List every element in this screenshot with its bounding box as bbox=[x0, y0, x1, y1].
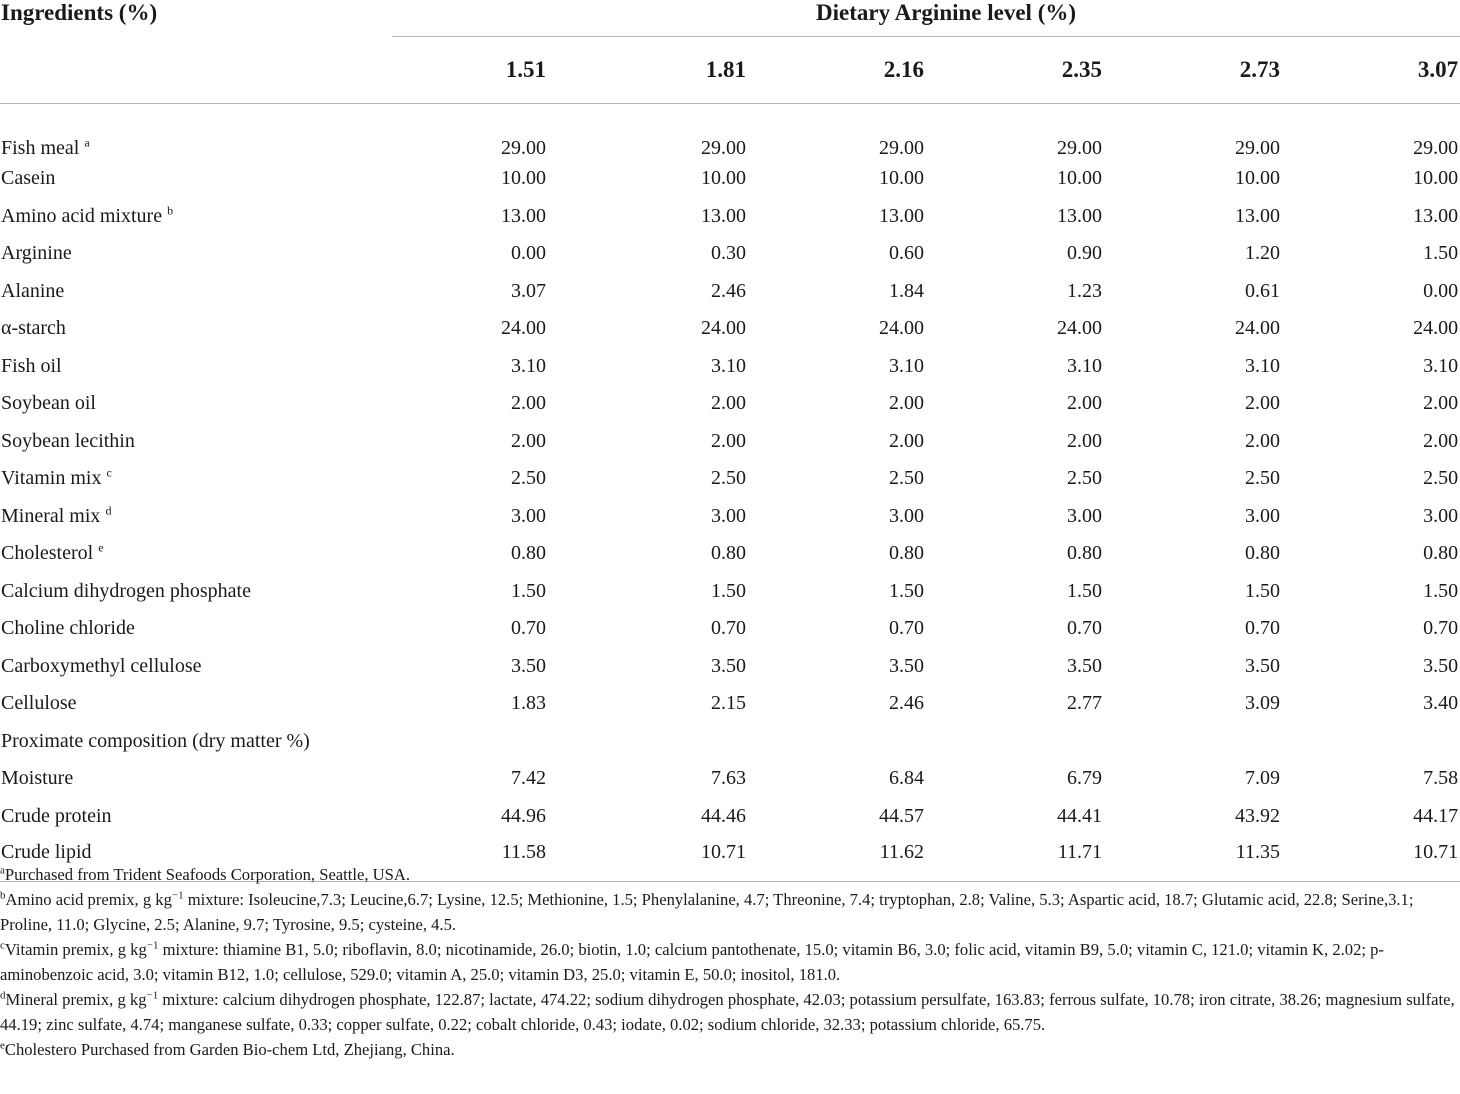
value-cell: 1.50 bbox=[711, 579, 746, 602]
header-row-group bbox=[0, 0, 1460, 37]
footnote-text: Purchased from Trident Seafoods Corporation, Seattle, USA. bbox=[4, 865, 411, 884]
value-cell: 2.50 bbox=[889, 467, 924, 490]
footnote-letter: e bbox=[0, 1039, 5, 1052]
value-cell: 0.70 bbox=[1067, 617, 1102, 640]
level-header: 1.51 bbox=[392, 37, 570, 104]
footnote-letter: d bbox=[0, 989, 6, 1002]
unit-exponent: −1 bbox=[146, 939, 159, 952]
ingredient-label: Cholesterol bbox=[1, 542, 94, 565]
value-cell: 0.30 bbox=[711, 242, 746, 265]
value-cell: 1.50 bbox=[1067, 579, 1102, 602]
table-row bbox=[0, 273, 1460, 311]
value-cell: 0.70 bbox=[889, 617, 924, 640]
value-cell bbox=[392, 723, 570, 761]
footnote-letter: a bbox=[0, 864, 5, 877]
value-cell: 43.92 bbox=[1235, 804, 1280, 827]
footnote-text: mixture: thiamine B1, 5.0; riboflavin, 8.0; nicotinamide, 26.0; biotin, 1.0; calcium pantothenate, 15.0; vitamin B6, 3.0; folic acid, vitamin B9, 5.0; vitamin C, 121.0; vitamin K, 2.02; p-aminobenzoic acid, 3.0; vitamin B12, 1.0; cellulose, 529.0; vitamin A, 25.0; vitamin D3, 25.0; vitamin E, 50.0; inositol, 181.0. bbox=[0, 940, 1384, 984]
ingredient-label: α-starch bbox=[1, 317, 66, 340]
footnote-mark: a bbox=[84, 135, 90, 150]
ingredient-label: Cellulose bbox=[1, 692, 77, 715]
value-cell: 0.80 bbox=[1245, 542, 1280, 565]
ingredient-name bbox=[0, 648, 392, 686]
value-cell: 44.96 bbox=[501, 804, 546, 827]
value-cell: 7.58 bbox=[1423, 767, 1459, 790]
value-cell: 24.00 bbox=[1235, 317, 1280, 340]
table-row bbox=[0, 610, 1460, 648]
ingredient-label: Crude protein bbox=[1, 804, 112, 827]
value-cell: 11.62 bbox=[748, 835, 926, 882]
value-cell: 44.17 bbox=[1413, 804, 1459, 827]
value-cell: 13.00 bbox=[1413, 204, 1459, 227]
table-row bbox=[0, 535, 1460, 573]
value-cell: 1.50 bbox=[1423, 242, 1459, 265]
ingredient-name bbox=[0, 798, 392, 836]
value-cell: 10.71 bbox=[570, 835, 748, 882]
value-cell: 2.50 bbox=[511, 467, 546, 490]
footnote-text: mixture: calcium dihydrogen phosphate, 122.87; lactate, 474.22; sodium dihydrogen phosphate, 42.03; potassium persulfate, 163.83; ferrous sulfate, 10.78; iron citrate, 38.26; magnesium sulfate, 44.19; zinc sulfate, 4.74; manganese sulfate, 0.33; copper sulfate, 0.22; cobalt chloride, 0.43; iodate, 0.02; sodium chloride, 32.33; potassium chloride, 65.75. bbox=[0, 990, 1455, 1034]
value-cell: 6.84 bbox=[889, 767, 924, 790]
value-cell: 0.70 bbox=[1423, 617, 1459, 640]
value-cell: 29.00 bbox=[701, 137, 746, 159]
value-cell: 0.80 bbox=[889, 542, 924, 565]
value-cell: 11.58 bbox=[392, 835, 570, 882]
table-row bbox=[0, 104, 1460, 161]
footnote bbox=[0, 862, 1458, 887]
value-cell: 2.50 bbox=[1423, 467, 1459, 490]
value-cell: 1.50 bbox=[889, 579, 924, 602]
value-cell: 2.46 bbox=[711, 279, 746, 302]
value-cell: 2.46 bbox=[889, 692, 924, 715]
table-row bbox=[0, 460, 1460, 498]
ingredient-name bbox=[0, 723, 392, 761]
table-row bbox=[0, 685, 1460, 723]
value-cell: 2.00 bbox=[711, 392, 746, 415]
ingredient-name bbox=[0, 610, 392, 648]
value-cell: 3.10 bbox=[1245, 354, 1280, 377]
value-cell: 0.80 bbox=[1423, 542, 1459, 565]
level-header: 2.35 bbox=[926, 37, 1104, 104]
value-cell: 29.00 bbox=[1235, 137, 1280, 159]
value-cell: 3.50 bbox=[1423, 654, 1459, 677]
value-cell: 13.00 bbox=[1057, 204, 1102, 227]
footnote bbox=[0, 1037, 1458, 1062]
value-cell: 1.50 bbox=[1423, 579, 1459, 602]
value-cell: 3.00 bbox=[889, 504, 924, 527]
value-cell: 3.00 bbox=[1067, 504, 1102, 527]
level-header: 2.16 bbox=[748, 37, 926, 104]
value-cell: 3.50 bbox=[711, 654, 746, 677]
footnote-prefix: Vitamin premix, g kg bbox=[4, 940, 147, 959]
value-cell: 3.10 bbox=[889, 354, 924, 377]
ingredient-name bbox=[0, 685, 392, 723]
value-cell: 2.00 bbox=[511, 429, 546, 452]
ingredient-name bbox=[0, 198, 392, 236]
value-cell: 2.00 bbox=[1067, 392, 1102, 415]
value-cell: 2.00 bbox=[1423, 392, 1459, 415]
table-row bbox=[0, 723, 1460, 761]
value-cell: 2.15 bbox=[711, 692, 746, 715]
ingredient-name bbox=[0, 235, 392, 273]
value-cell: 2.00 bbox=[1245, 392, 1280, 415]
value-cell: 1.50 bbox=[1245, 579, 1280, 602]
value-cell: 0.70 bbox=[1245, 617, 1280, 640]
value-cell: 2.00 bbox=[1245, 429, 1280, 452]
table-row bbox=[0, 160, 1460, 198]
value-cell: 2.00 bbox=[711, 429, 746, 452]
ingredient-label: Soybean oil bbox=[1, 392, 96, 415]
value-cell: 0.80 bbox=[511, 542, 546, 565]
ingredient-name bbox=[0, 535, 392, 573]
value-cell bbox=[926, 723, 1104, 761]
table-row bbox=[0, 573, 1460, 611]
value-cell: 3.40 bbox=[1423, 692, 1459, 715]
ingredient-label: Proximate composition (dry matter %) bbox=[1, 729, 310, 752]
ingredient-label: Carboxymethyl cellulose bbox=[1, 654, 202, 677]
value-cell: 0.70 bbox=[511, 617, 546, 640]
footnote bbox=[0, 887, 1458, 937]
value-cell: 10.00 bbox=[1235, 167, 1280, 190]
level-header: 1.81 bbox=[570, 37, 748, 104]
level-header: 3.07 bbox=[1282, 37, 1460, 104]
value-cell: 24.00 bbox=[879, 317, 924, 340]
ingredient-name bbox=[0, 273, 392, 311]
value-cell: 2.50 bbox=[1245, 467, 1280, 490]
ingredient-name bbox=[0, 498, 392, 536]
footnote-letter: b bbox=[0, 889, 6, 902]
value-cell: 2.77 bbox=[1067, 692, 1102, 715]
table-footnotes bbox=[0, 862, 1458, 1062]
value-cell: 2.50 bbox=[711, 467, 746, 490]
value-cell: 0.61 bbox=[1245, 279, 1280, 302]
table-row bbox=[0, 423, 1460, 461]
ingredient-label: Arginine bbox=[1, 242, 72, 265]
ingredient-label: Fish oil bbox=[1, 354, 62, 377]
table-row bbox=[0, 198, 1460, 236]
value-cell: 3.00 bbox=[511, 504, 546, 527]
value-cell: 7.63 bbox=[711, 767, 746, 790]
footnote-text: Cholestero Purchased from Garden Bio-chem Ltd, Zhejiang, China. bbox=[4, 1040, 455, 1059]
value-cell: 0.00 bbox=[511, 242, 546, 265]
ingredient-label: Alanine bbox=[1, 279, 65, 302]
value-cell: 1.23 bbox=[1067, 279, 1102, 302]
ingredient-label: Fish meal bbox=[1, 137, 80, 159]
value-cell: 44.41 bbox=[1057, 804, 1102, 827]
value-cell: 10.00 bbox=[1413, 167, 1459, 190]
level-header: 2.73 bbox=[1104, 37, 1282, 104]
ingredient-label: Vitamin mix bbox=[1, 467, 102, 490]
value-cell: 13.00 bbox=[1235, 204, 1280, 227]
value-cell: 3.00 bbox=[1423, 504, 1459, 527]
value-cell: 10.00 bbox=[1057, 167, 1102, 190]
value-cell: 3.07 bbox=[511, 279, 546, 302]
value-cell: 3.10 bbox=[1067, 354, 1102, 377]
ingredient-name bbox=[0, 423, 392, 461]
ingredient-label: Amino acid mixture bbox=[1, 204, 163, 227]
footnote-prefix: Amino acid premix, g kg bbox=[5, 890, 172, 909]
ingredient-label: Soybean lecithin bbox=[1, 429, 135, 452]
value-cell: 24.00 bbox=[1413, 317, 1459, 340]
value-cell bbox=[1104, 723, 1282, 761]
value-cell: 3.50 bbox=[511, 654, 546, 677]
header-row-levels bbox=[0, 37, 1460, 104]
ingredient-label: Mineral mix bbox=[1, 504, 101, 527]
unit-exponent: −1 bbox=[146, 989, 159, 1002]
value-cell: 6.79 bbox=[1067, 767, 1102, 790]
value-cell: 1.50 bbox=[511, 579, 546, 602]
value-cell: 1.20 bbox=[1245, 242, 1280, 265]
footnote-text: mixture: Isoleucine,7.3; Leucine,6.7; Lysine, 12.5; Methionine, 1.5; Phenylalanine, 4.7; Threonine, 7.4; tryptophan, 2.8; Valine, 5.3; Aspartic acid, 18.7; Glutamic acid, 22.8; Serine,3.1; Proline, 11.0; Glycine, 2.5; Alanine, 9.7; Tyrosine, 9.5; cysteine, 4.5. bbox=[0, 890, 1414, 934]
value-cell: 24.00 bbox=[701, 317, 746, 340]
value-cell: 0.80 bbox=[711, 542, 746, 565]
value-cell: 29.00 bbox=[1413, 137, 1459, 159]
footnote-mark: d bbox=[105, 503, 112, 518]
value-cell: 3.00 bbox=[711, 504, 746, 527]
value-cell: 3.50 bbox=[889, 654, 924, 677]
ingredient-name bbox=[0, 310, 392, 348]
ingredient-label: Calcium dihydrogen phosphate bbox=[1, 579, 251, 602]
value-cell: 3.10 bbox=[511, 354, 546, 377]
value-cell: 13.00 bbox=[501, 204, 546, 227]
value-cell: 3.10 bbox=[711, 354, 746, 377]
value-cell: 0.60 bbox=[889, 242, 924, 265]
value-cell: 29.00 bbox=[1057, 137, 1102, 159]
footnote-mark: e bbox=[98, 540, 104, 555]
value-cell: 29.00 bbox=[501, 137, 546, 159]
value-cell: 3.09 bbox=[1245, 692, 1280, 715]
value-cell: 10.00 bbox=[701, 167, 746, 190]
ingredient-label: Choline chloride bbox=[1, 617, 135, 640]
footnote bbox=[0, 937, 1458, 987]
value-cell: 0.80 bbox=[1067, 542, 1102, 565]
value-cell: 44.46 bbox=[701, 804, 746, 827]
table-row bbox=[0, 348, 1460, 386]
table-row bbox=[0, 648, 1460, 686]
table-row bbox=[0, 798, 1460, 836]
ingredient-label: Moisture bbox=[1, 767, 74, 790]
value-cell: 2.50 bbox=[1067, 467, 1102, 490]
value-cell: 2.00 bbox=[1067, 429, 1102, 452]
ingredient-label: Crude lipid bbox=[1, 841, 92, 863]
value-cell: 7.09 bbox=[1245, 767, 1280, 790]
table-body bbox=[0, 104, 1460, 882]
footnote bbox=[0, 987, 1458, 1037]
value-cell: 13.00 bbox=[701, 204, 746, 227]
value-cell: 3.00 bbox=[1245, 504, 1280, 527]
value-cell: 3.50 bbox=[1067, 654, 1102, 677]
table-row bbox=[0, 385, 1460, 423]
ingredient-name bbox=[0, 460, 392, 498]
value-cell bbox=[570, 723, 748, 761]
ingredient-name bbox=[0, 760, 392, 798]
value-cell: 1.83 bbox=[511, 692, 546, 715]
value-cell: 29.00 bbox=[879, 137, 924, 159]
ingredient-label: Casein bbox=[1, 167, 56, 190]
footnote-prefix: Mineral premix, g kg bbox=[5, 990, 147, 1009]
value-cell: 3.50 bbox=[1245, 654, 1280, 677]
ingredient-name bbox=[0, 573, 392, 611]
value-cell: 10.71 bbox=[1282, 835, 1460, 882]
value-cell: 24.00 bbox=[501, 317, 546, 340]
value-cell: 7.42 bbox=[511, 767, 546, 790]
value-cell bbox=[748, 723, 926, 761]
value-cell: 1.84 bbox=[889, 279, 924, 302]
value-cell: 0.90 bbox=[1067, 242, 1102, 265]
value-cell: 44.57 bbox=[879, 804, 924, 827]
table-row bbox=[0, 310, 1460, 348]
table-row bbox=[0, 235, 1460, 273]
value-cell: 11.71 bbox=[926, 835, 1104, 882]
table-row bbox=[0, 760, 1460, 798]
arginine-level-group-header: Dietary Arginine level (%) bbox=[816, 0, 1077, 25]
value-cell: 3.10 bbox=[1423, 354, 1459, 377]
footnote-letter: c bbox=[0, 939, 5, 952]
value-cell: 11.35 bbox=[1104, 835, 1282, 882]
unit-exponent: −1 bbox=[171, 889, 184, 902]
value-cell: 13.00 bbox=[879, 204, 924, 227]
value-cell: 10.00 bbox=[501, 167, 546, 190]
footnote-mark: c bbox=[106, 465, 112, 480]
value-cell: 2.00 bbox=[1423, 429, 1459, 452]
value-cell: 2.00 bbox=[889, 429, 924, 452]
value-cell: 10.00 bbox=[879, 167, 924, 190]
footnote-mark: b bbox=[167, 203, 174, 218]
ingredients-header: Ingredients (%) bbox=[1, 0, 158, 25]
table-row bbox=[0, 498, 1460, 536]
value-cell: 2.00 bbox=[511, 392, 546, 415]
value-cell bbox=[1282, 723, 1460, 761]
empty-header-cell bbox=[0, 37, 392, 104]
value-cell: 0.70 bbox=[711, 617, 746, 640]
ingredient-name bbox=[0, 348, 392, 386]
value-cell: 2.00 bbox=[889, 392, 924, 415]
ingredient-name bbox=[0, 385, 392, 423]
ingredient-name bbox=[0, 160, 392, 198]
value-cell: 24.00 bbox=[1057, 317, 1102, 340]
value-cell: 0.00 bbox=[1423, 279, 1459, 302]
ingredient-name bbox=[0, 104, 392, 161]
